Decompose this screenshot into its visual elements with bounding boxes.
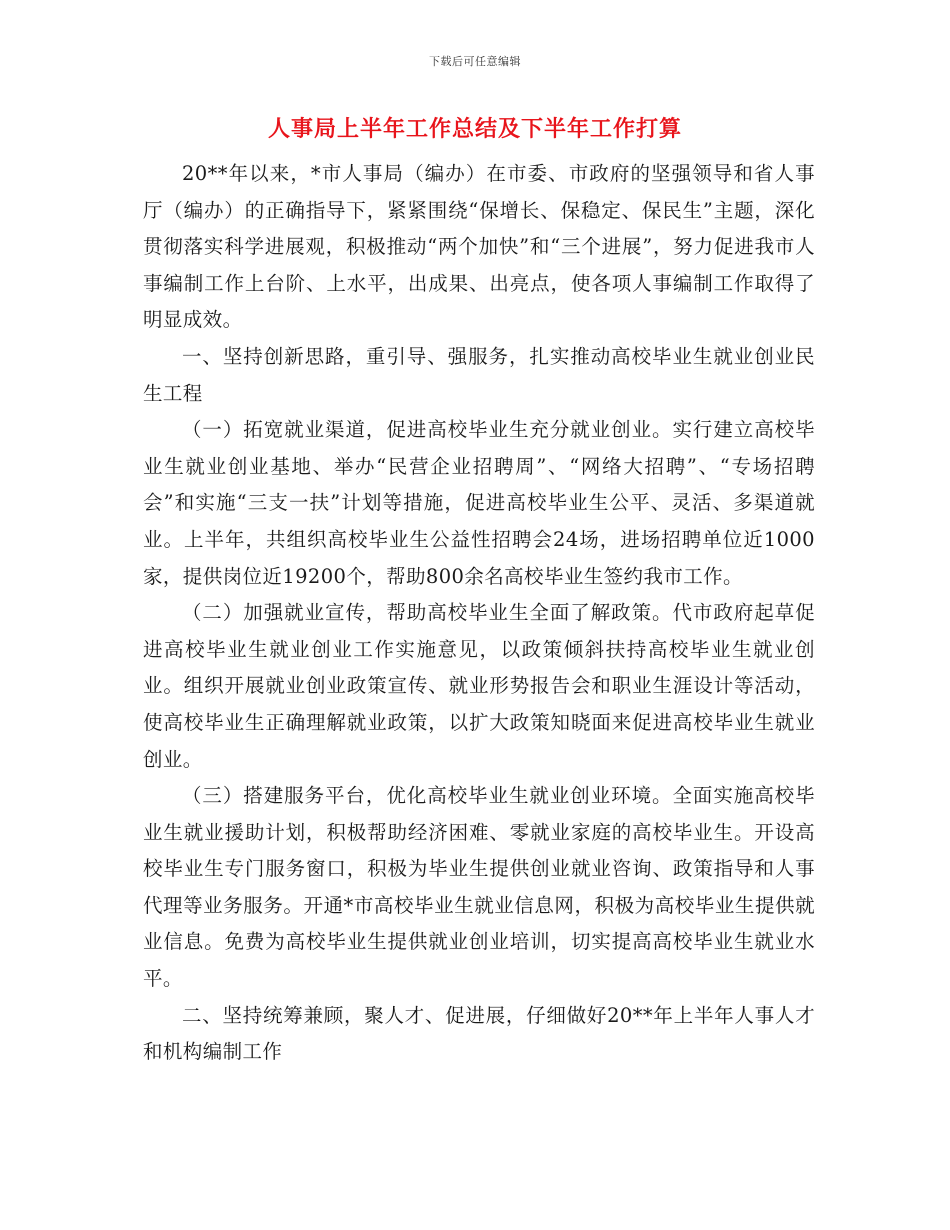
paragraph-item-1: （一）拓宽就业渠道，促进高校毕业生充分就业创业。实行建立高校毕业生就业创业基地、举办“民营企业招聘周”、“网络大招聘”、“专场招聘会”和实施“三支一扶”计划等措施，促进高校毕业生公平、灵活、多渠道就业。上半年，共组织高校毕业生公益性招聘会24场，进场招聘单位近1000家，提供岗位近19200个，帮助800余名高校毕业生签约我市工作。 [143,418,815,588]
header-note: 下载后可任意编辑 [429,55,521,68]
paragraph-intro: 20**年以来，*市人事局（编办）在市委、市政府的坚强领导和省人事厅（编办）的正确指导下，紧紧围绕“保增长、保稳定、保民生”主题，深化贯彻落实科学进展观，积极推动“两个加快”和“三个进展”，努力促进我市人事编制工作上台阶、上水平，出成果、出亮点，使各项人事编制工作取得了明显成效。 [143,162,815,332]
paragraph-item-3: （三）搭建服务平台，优化高校毕业生就业创业环境。全面实施高校毕业生就业援助计划，积极帮助经济困难、零就业家庭的高校毕业生。开设高校毕业生专门服务窗口，积极为毕业生提供创业就业咨询、政策指导和人事代理等业务服务。开通*市高校毕业生就业信息网，积极为高校毕业生提供就业信息。免费为高校毕业生提供就业创业培训，切实提高高校毕业生就业水平。 [143,784,815,991]
paragraph-section-2-heading: 二、坚持统筹兼顾，聚人才、促进展，仔细做好20**年上半年人事人才和机构编制工作 [143,1003,815,1064]
document-body [143,156,815,1071]
paragraph-section-1-heading: 一、坚持创新思路，重引导、强服务，扎实推动高校毕业生就业创业民生工程 [143,344,815,405]
paragraph-item-2: （二）加强就业宣传，帮助高校毕业生全面了解政策。代市政府起草促进高校毕业生就业创业工作实施意见，以政策倾斜扶持高校毕业生就业创业。组织开展就业创业政策宣传、就业形势报告会和职业生涯设计等活动，使高校毕业生正确理解就业政策，以扩大政策知晓面来促进高校毕业生就业创业。 [143,601,815,771]
document-title: 人事局上半年工作总结及下半年工作打算 [267,116,682,142]
